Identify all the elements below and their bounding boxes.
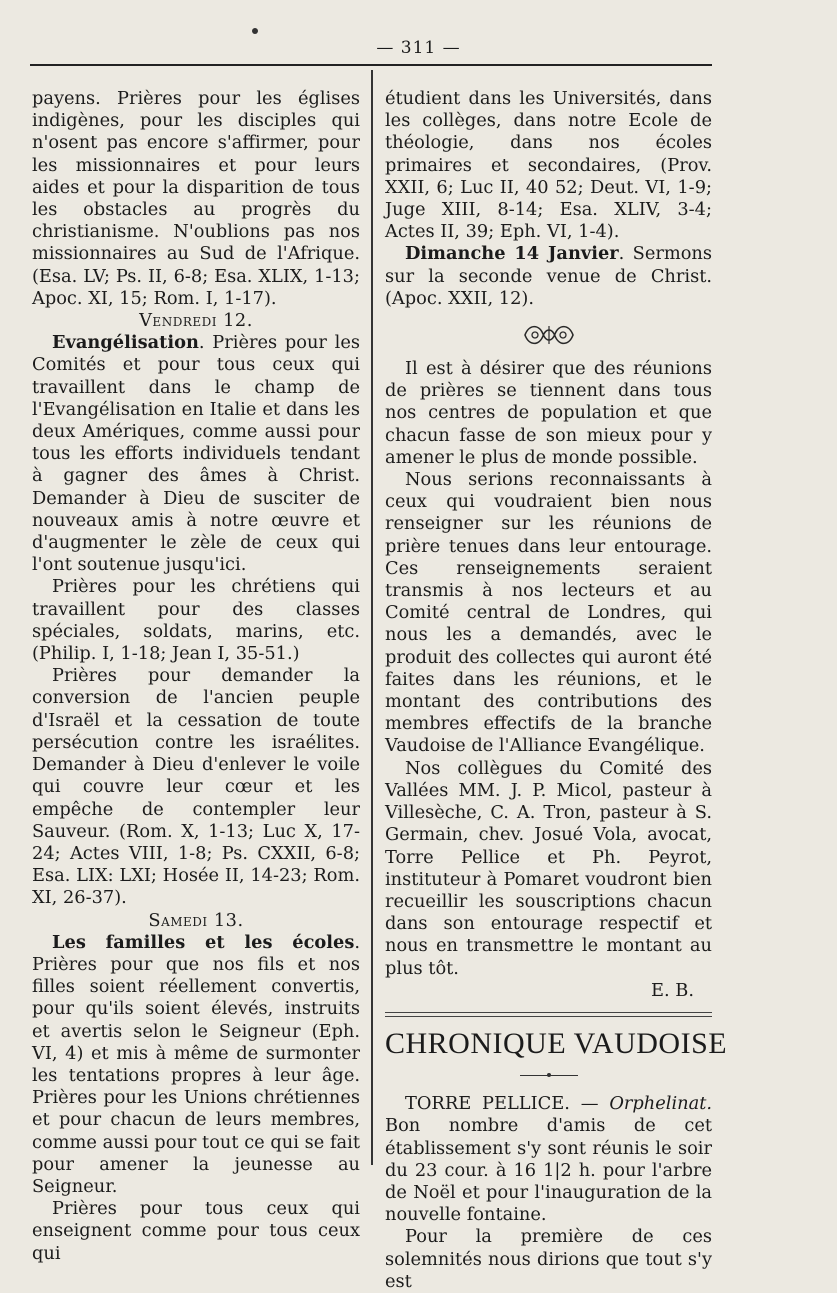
paragraph-lead: Evangélisation bbox=[52, 332, 199, 354]
paragraph: Prières pour demander la conversion de l'ancien peuple d'Israël et la cessation de toute persécution contre les israélites. Demander à Dieu d'enlever le voile qui couvre leur cœur et les empêche de contempler leur Sauveur. (Rom. X, 1-13; Luc X, 17-24; Actes VIII, 1-8; Ps. CXXII, 6-8; Esa. LIX: LXI; Hosée II, 14-23; Rom. XI, 26-37). bbox=[32, 665, 360, 909]
page-dot bbox=[252, 28, 258, 34]
paragraph: payens. Prières pour les églises indigènes, pour les disciples qui n'osent pas encore s'affirmer, pour les missionnaires et pour leurs aides et pour la disparition de tous les obstacles au progrès du christianisme. N'oublions pas nos missionnaires au Sud de l'Afrique. (Esa. LV; Ps. II, 6-8; Esa. XLIX, 1-13; Apoc. XI, 15; Rom. I, 1-17). bbox=[32, 88, 360, 309]
paragraph-lead: Les familles et les écoles bbox=[52, 931, 355, 953]
paragraph bbox=[385, 243, 712, 310]
paragraph: Pour la première de ces solemnités nous dirions que tout s'y est bbox=[385, 1226, 712, 1292]
paragraph: Prières pour les chrétiens qui travaillent pour des classes spéciales, soldats, marins, etc. (Philip. I, 1-18; Jean I, 35-51.) bbox=[32, 576, 360, 665]
day-heading-saturday: Samedi 13. bbox=[148, 909, 244, 931]
paragraph-body: . Sermons sur la seconde venue de Christ. (Apoc. XXII, 12). bbox=[385, 243, 713, 309]
double-rule bbox=[385, 1012, 712, 1017]
paragraph bbox=[385, 1093, 712, 1226]
left-column bbox=[32, 88, 360, 1265]
day-heading-friday: Vendredi 12. bbox=[139, 310, 253, 332]
small-rule bbox=[385, 1065, 712, 1087]
paragraph bbox=[32, 332, 360, 576]
paragraph-body: Bon nombre d'amis de cet établissement s'y sont réunis le soir du 23 cour. à 16 1|2 h. pour l'arbre de Noël et pour l'inauguration de la nouvelle fontaine. bbox=[385, 1115, 712, 1226]
top-rule bbox=[30, 64, 712, 66]
paragraph: Nos collègues du Comité des Vallées MM. J. P. Micol, pasteur à Villesèche, C. A. Tron, pasteur à S. Germain, chev. Josué Vola, avocat, Torre Pellice et Ph. Peyrot, instituteur à Pomaret voudront bien recueillir les souscriptions chacun dans son entourage respectif et nous en transmettre le montant au plus tôt. bbox=[385, 757, 712, 979]
paragraph: étudient dans les Universités, dans les collèges, dans notre Ecole de théologie, dans nos écoles primaires et secondaires, (Prov. XXII, 6; Luc II, 40 52; Deut. VI, 1-9; Juge XIII, 8-14; Esa. XLIV, 3-4; Actes II, 39; Eph. VI, 1-4). bbox=[385, 88, 712, 243]
paragraph: Il est à désirer que des réunions de prières se tiennent dans tous nos centres de population et que chacun fasse de son mieux pour y amener le plus de monde possible. bbox=[385, 358, 712, 468]
right-column bbox=[385, 88, 728, 1293]
column-divider bbox=[371, 70, 373, 1165]
paragraph-lead: Dimanche 14 Janvier bbox=[405, 243, 619, 265]
ornament-icon bbox=[385, 316, 712, 354]
paragraph-body: . Prières pour les Comités et pour tous ceux qui travaillent dans le champ de l'Evangélisation en Italie et dans les deux Amériques, comme aussi pour tous les efforts individuels tendant à gagner des âmes à Christ. Demander à Dieu de susciter de nouveaux amis à notre œuvre et d'augmenter le zèle de ceux qui l'ont soutenue jusqu'ici. bbox=[32, 332, 360, 576]
paragraph bbox=[32, 932, 360, 1198]
paragraph-italic: Orphelinat. bbox=[609, 1093, 712, 1115]
paragraph-body: . Prières pour que nos fils et nos filles soient réellement convertis, pour qu'ils soient élevés, instruits et avertis selon le Seigneur (Eph. VI, 4) et mis à même de surmonter les tentations propres à leur âge. Prières pour les Unions chrétiennes et pour chacun de leurs membres, comme aussi pour tout ce qui se fait pour amener la jeunesse au Seigneur. bbox=[32, 931, 360, 1197]
paragraph-lead: TORRE PELLICE. — bbox=[405, 1093, 610, 1115]
paragraph: Nous serions reconnaissants à ceux qui voudraient bien nous renseigner sur les réunions de prière tenues dans leur entourage. Ces renseignements seraient transmis à nos lecteurs et au Comité central de Londres, qui nous les a demandés, avec le produit des collectes qui auront été faites dans les réunions, et le montant des contributions des membres effectifs de la branche Vaudoise de l'Alliance Evangélique. bbox=[385, 469, 712, 757]
section-title: CHRONIQUE VAUDOISE bbox=[385, 1026, 728, 1060]
paragraph: Prières pour tous ceux qui enseignent comme pour tous ceux qui bbox=[32, 1198, 360, 1264]
signature: E. B. bbox=[650, 979, 694, 1001]
page-number: — 311 — bbox=[376, 38, 461, 58]
